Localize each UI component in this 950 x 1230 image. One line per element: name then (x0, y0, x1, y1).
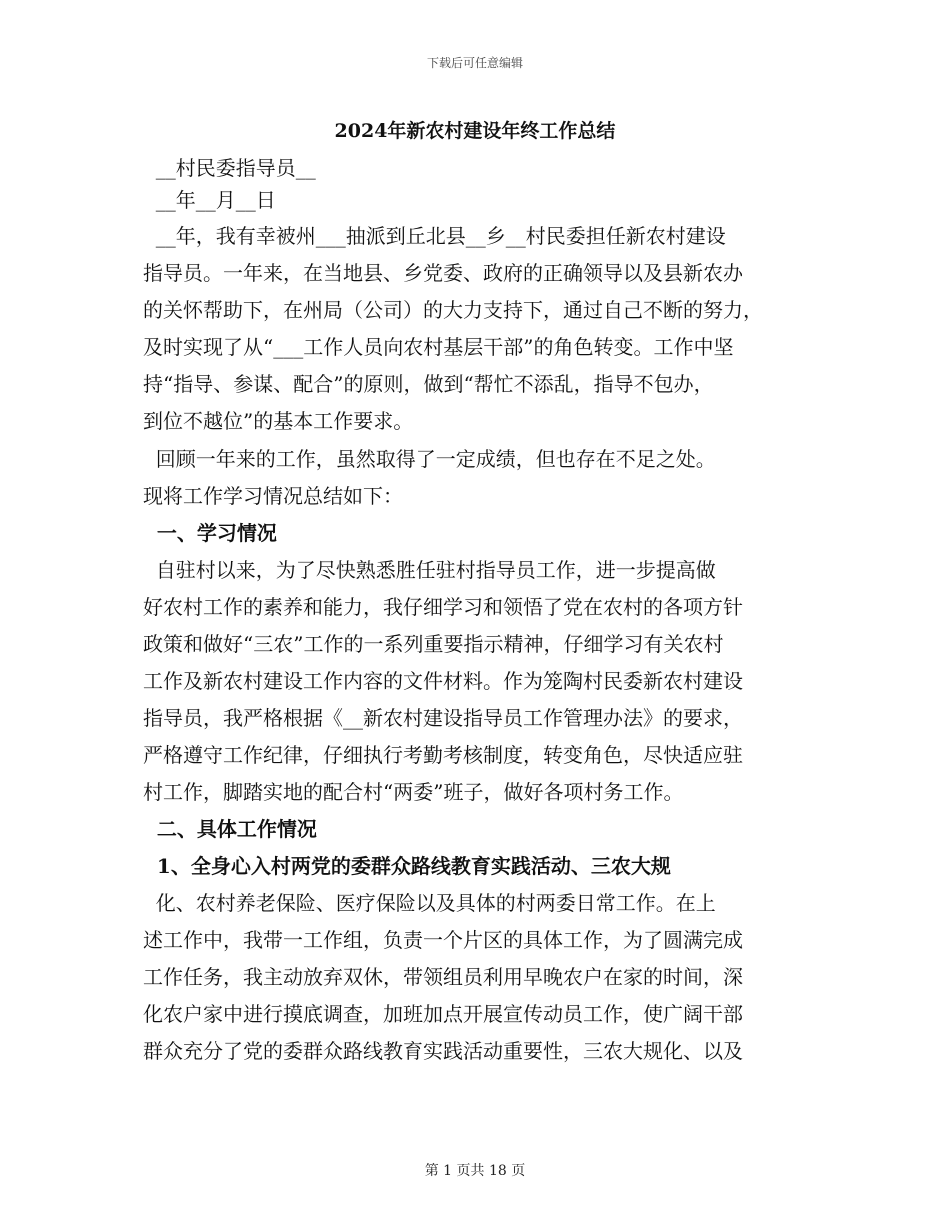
section-heading-work: 二、具体工作情况 (143, 817, 317, 841)
body-line: __年__月__日 (143, 188, 276, 212)
body-line: 群众充分了党的委群众路线教育实践活动重要性，三农大规化、以及 (143, 1039, 743, 1063)
body-line: 好农村工作的素养和能力，我仔细学习和领悟了党在农村的各项方针 (143, 595, 743, 619)
body-line: __年，我有幸被州___抽派到丘北县__乡__村民委担任新农村建设 (143, 224, 726, 248)
body-line: 述工作中，我带一工作组，负责一个片区的具体工作，为了圆满完成 (143, 928, 743, 952)
body-line: 指导员。一年来，在当地县、乡党委、政府的正确领导以及县新农办 (143, 261, 743, 285)
body-line: 工作任务，我主动放弃双休，带领组员利用早晚农户在家的时间，深 (143, 965, 743, 989)
body-line: 及时实现了从“___工作人员向农村基层干部”的角色转变。工作中坚 (143, 335, 734, 359)
body-line: 指导员，我严格根据《__新农村建设指导员工作管理办法》的要求， (143, 706, 743, 730)
document-title: 2024年新农村建设年终工作总结 (334, 120, 616, 142)
body-line: 化农户家中进行摸底调查，加班加点开展宣传动员工作，使广阔干部 (143, 1002, 743, 1026)
body-line: 村工作，脚踏实地的配合村“两委”班子，做好各项村务工作。 (143, 780, 684, 804)
body-line: 现将工作学习情况总结如下： (143, 484, 403, 508)
body-line: 化、农村养老保险、医疗保险以及具体的村两委日常工作。在上 (143, 891, 716, 915)
body-line: 政策和做好“三农”工作的一系列重要指示精神，仔细学习有关农村 (143, 632, 724, 656)
body-line: 工作及新农村建设工作内容的文件材料。作为笼陶村民委新农村建设 (143, 669, 743, 693)
body-line: 持“指导、参谋、配合”的原则，做到“帮忙不添乱，指导不包办， (143, 372, 714, 396)
subsection-heading: 1、全身心入村两党的委群众路线教育实践活动、三农大规 (143, 854, 671, 878)
section-heading-study: 一、学习情况 (143, 521, 277, 545)
body-line: __村民委指导员__ (143, 156, 316, 180)
body-line: 到位不越位”的基本工作要求。 (143, 409, 414, 433)
body-line: 严格遵守工作纪律，仔细执行考勤考核制度，转变角色，尽快适应驻 (143, 743, 743, 767)
body-line: 回顾一年来的工作，虽然取得了一定成绩，但也存在不足之处。 (143, 447, 716, 471)
body-line: 的关怀帮助下，在州局（公司）的大力支持下，通过自己不断的努力， (143, 298, 763, 322)
page-footer: 第 1 页共 18 页 (424, 1163, 526, 1179)
page-header: 下载后可任意编辑 (426, 56, 523, 70)
body-line: 自驻村以来，为了尽快熟悉胜任驻村指导员工作，进一步提高做 (143, 558, 716, 582)
